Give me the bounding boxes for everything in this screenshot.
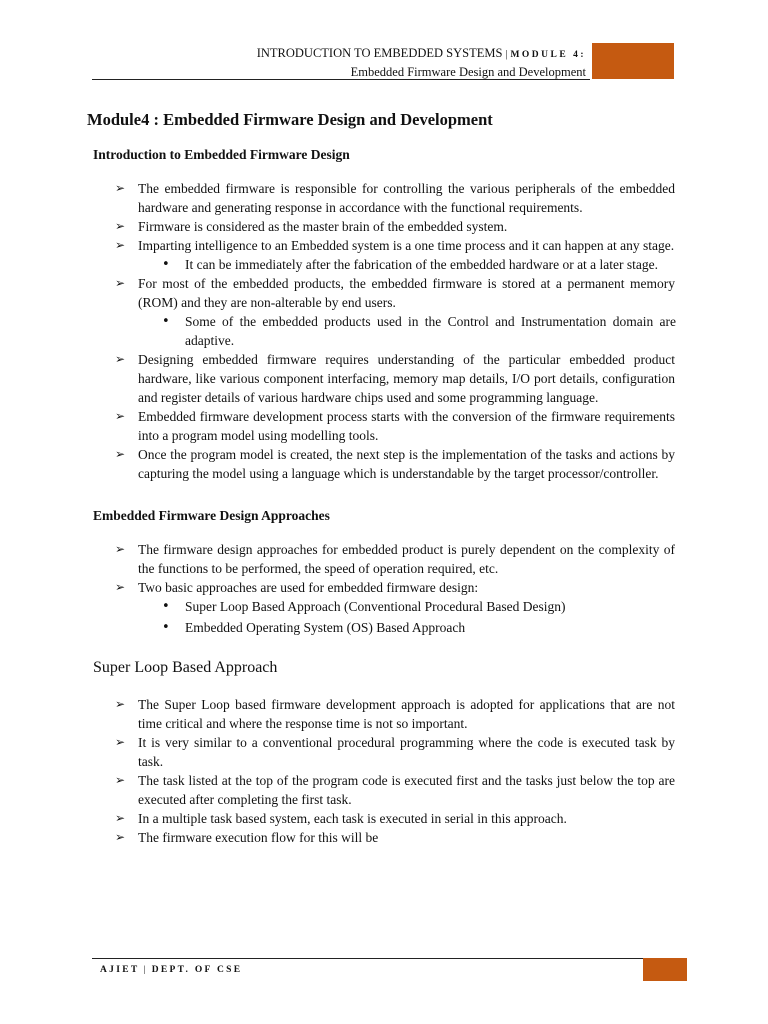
section-heading-approaches: Embedded Firmware Design Approaches [93,508,330,523]
list-item-text: Designing embedded firmware requires understanding of the particular embedded product hardware, like various component interfacing, memory map details, I/O port details, configuration and register details of various hardware chips used and some programming language. [138,352,675,405]
dot-bullet-icon: • [162,599,170,614]
list-item [115,578,675,637]
list-item-text: The Super Loop based firmware development approach is adopted for applications that are not time critical and where the response time is not so important. [138,697,675,731]
list-item-text: In a multiple task based system, each task is executed in serial in this approach. [138,811,567,826]
sub-list-item [162,597,676,616]
arrow-bullet-icon: ➢ [115,580,126,594]
sub-list-item-text: It can be immediately after the fabrication of the embedded hardware or at a later stage. [185,257,659,272]
sub-list-item-text: Embedded Operating System (OS) Based Approach [185,620,466,635]
list-item-text: Two basic approaches are used for embedded firmware design: [138,580,479,595]
spacer [87,637,677,658]
list-item [115,179,675,217]
list-item-text: Once the program model is created, the next step is the implementation of the tasks and actions by capturing the model using a language which is understandable by the target processor/controller. [138,447,675,481]
list-item [115,771,675,809]
arrow-bullet-icon: ➢ [115,542,126,556]
intro-list [115,179,675,483]
sub-list [162,597,676,637]
list-item-text: Firmware is considered as the master brain of the embedded system. [138,219,508,234]
page-header [92,43,674,81]
list-item [115,540,675,578]
arrow-bullet-icon: ➢ [115,811,126,825]
arrow-bullet-icon: ➢ [115,276,126,290]
sub-list-item-text: Some of the embedded products used in the Control and Instrumentation domain are adaptive. [185,314,676,348]
dot-bullet-icon: • [162,257,170,272]
sub-list [162,312,676,350]
header-rule [92,79,590,80]
list-item [115,733,675,771]
arrow-bullet-icon: ➢ [115,352,126,366]
sub-list-item [162,618,676,637]
list-item [115,445,675,483]
list-item [115,350,675,407]
footer-separator: | [143,965,148,975]
sub-list-item-text: Super Loop Based Approach (Conventional Procedural Based Design) [185,599,566,614]
document-body [87,110,677,847]
list-item-text: Embedded firmware development process starts with the conversion of the firmware requirements into a program model using modelling tools. [138,409,675,443]
list-item [115,407,675,445]
header-text [257,45,586,81]
arrow-bullet-icon: ➢ [115,697,126,711]
list-item-text: The firmware execution flow for this will be [138,830,379,845]
footer-accent-box [643,958,687,981]
super-loop-list [115,695,675,847]
dot-bullet-icon: • [162,314,170,329]
arrow-bullet-icon: ➢ [115,409,126,423]
header-subtitle: Embedded Firmware Design and Development [350,65,586,79]
list-item [115,217,675,236]
arrow-bullet-icon: ➢ [115,830,126,844]
sub-list-item [162,255,676,274]
arrow-bullet-icon: ➢ [115,447,126,461]
list-item [115,274,675,350]
header-separator: | [505,49,508,60]
list-item [115,828,675,847]
list-item-text: For most of the embedded products, the embedded firmware is stored at a permanent memory (ROM) and they are non-alterable by end users. [138,276,675,310]
page-footer [92,958,687,982]
dot-bullet-icon: • [162,620,170,635]
list-item-text: The embedded firmware is responsible for controlling the various peripherals of the embedded hardware and generating response in accordance with the functional requirements. [138,181,675,215]
list-item [115,809,675,828]
header-accent-box [592,43,674,79]
footer-rule [92,958,643,959]
arrow-bullet-icon: ➢ [115,773,126,787]
footer-text [100,965,242,975]
header-module: MODULE 4: [510,50,586,60]
header-course: INTRODUCTION TO EMBEDDED SYSTEMS [256,46,503,60]
sub-list-item [162,312,676,350]
list-item [115,695,675,733]
arrow-bullet-icon: ➢ [115,735,126,749]
list-item-text: The task listed at the top of the program code is executed first and the tasks just below the top are executed after completing the first task. [138,773,675,807]
section-heading-intro: Introduction to Embedded Firmware Design [93,147,350,162]
list-item-text: The firmware design approaches for embedded product is purely dependent on the complexity of the functions to be performed, the speed of operation required, etc. [138,542,675,576]
section-heading-super-loop: Super Loop Based Approach [93,659,278,676]
footer-institute: AJIET [100,965,140,975]
list-item-text: It is very similar to a conventional procedural programming where the code is executed task by task. [138,735,675,769]
arrow-bullet-icon: ➢ [115,219,126,233]
header-line1 [257,45,586,64]
footer-dept: DEPT. OF CSE [151,965,243,975]
list-item [115,236,675,274]
approaches-list [115,540,675,637]
sub-list [162,255,676,274]
list-item-text: Imparting intelligence to an Embedded system is a one time process and it can happen at any stage. [138,238,675,253]
spacer [87,483,677,507]
arrow-bullet-icon: ➢ [115,181,126,195]
arrow-bullet-icon: ➢ [115,238,126,252]
page-title: Module4 : Embedded Firmware Design and Development [87,110,493,129]
